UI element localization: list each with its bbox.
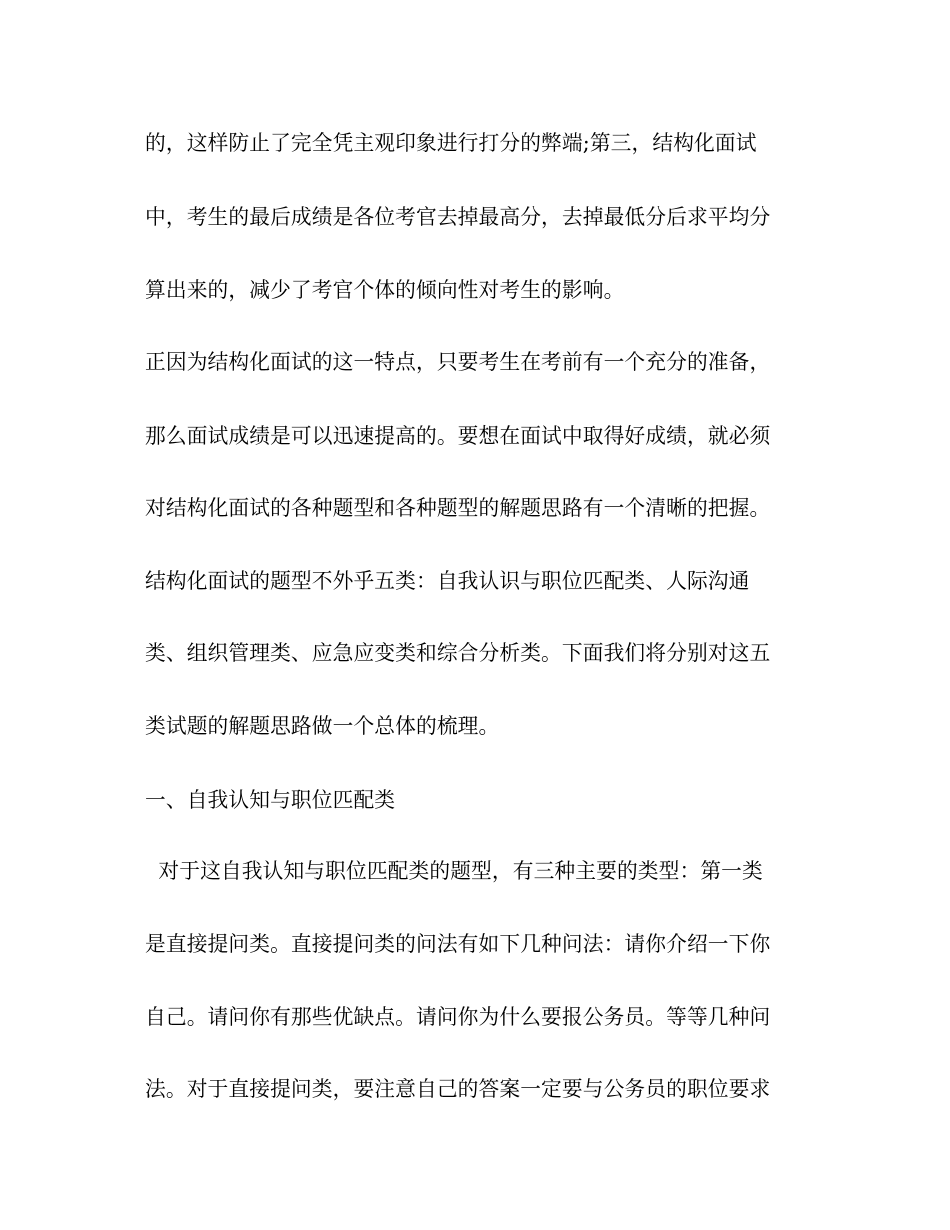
paragraph-line: 中，考生的最后成绩是各位考官去掉最高分，去掉最低分后求平均分: [145, 205, 771, 229]
paragraph-line: 是直接提问类。直接提问类的问法有如下几种问法：请你介绍一下你: [145, 932, 771, 956]
paragraph-line: 的，这样防止了完全凭主观印象进行打分的弊端;第三，结构化面试: [145, 131, 757, 155]
paragraph-line: 那么面试成绩是可以迅速提高的。要想在面试中取得好成绩，就必须: [145, 424, 771, 448]
paragraph-line: 类、组织管理类、应急应变类和综合分析类。下面我们将分别对这五: [145, 641, 771, 665]
paragraph-line: 结构化面试的题型不外乎五类：自我认识与职位匹配类、人际沟通: [145, 569, 750, 593]
paragraph-line: 类试题的解题思路做一个总体的梳理。: [145, 714, 500, 738]
paragraph-line: 法。对于直接提问类，要注意自己的答案一定要与公务员的职位要求: [145, 1077, 771, 1101]
section-heading: 一、自我认知与职位匹配类: [145, 788, 396, 812]
paragraph-line: 正因为结构化面试的这一特点，只要考生在考前有一个充分的准备，: [145, 350, 771, 374]
paragraph-line: 对结构化面试的各种题型和各种题型的解题思路有一个清晰的把握。: [145, 496, 771, 520]
paragraph-line: 对于这自我认知与职位匹配类的题型，有三种主要的类型：第一类: [145, 859, 763, 883]
paragraph-line: 自己。请问你有那些优缺点。请问你为什么要报公务员。等等几种问: [145, 1005, 771, 1029]
paragraph-line: 算出来的，减少了考官个体的倾向性对考生的影响。: [145, 278, 625, 302]
